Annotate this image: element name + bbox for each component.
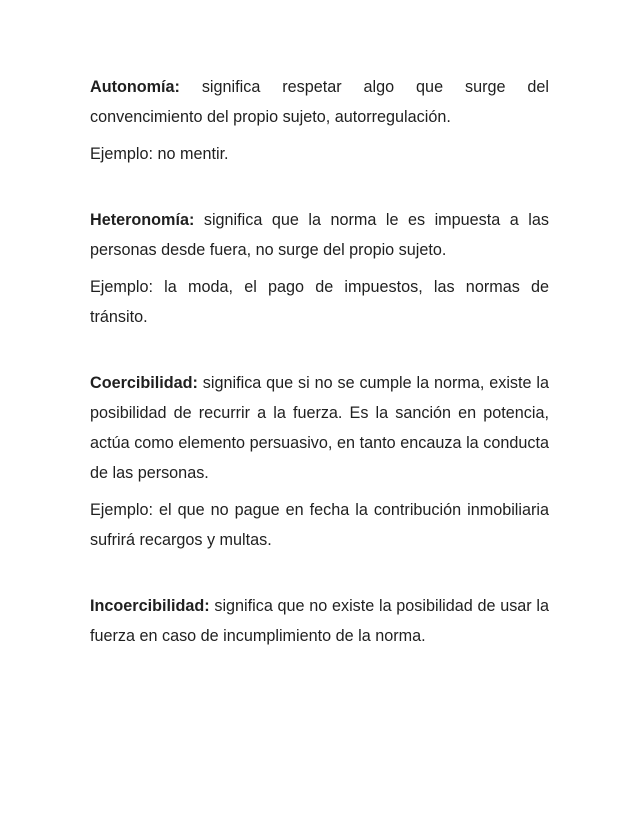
definition-heteronomia	[90, 205, 549, 265]
definition-text-autonomia: significa respetar algo que surge del convencimiento del propio sujeto, autorregulación.	[90, 78, 549, 126]
term-coercibilidad: Coercibilidad:	[90, 374, 198, 392]
definition-autonomia	[90, 72, 549, 132]
term-incoercibilidad: Incoercibilidad:	[90, 597, 210, 615]
definition-text-heteronomia: significa que la norma le es impuesta a las personas desde fuera, no surge del propio sujeto.	[90, 211, 549, 259]
document-body	[90, 72, 549, 651]
definition-text-coercibilidad: significa que si no se cumple la norma, existe la posibilidad de recurrir a la fuerza. Es la sanción en potencia, actúa como elemento persuasivo, en tanto encauza la conducta de las personas.	[90, 374, 549, 482]
example-autonomia: Ejemplo: no mentir.	[90, 145, 229, 163]
definition-incoercibilidad	[90, 591, 549, 651]
definition-text-incoercibilidad: significa que no existe la posibilidad de usar la fuerza en caso de incumplimiento de la norma.	[90, 597, 549, 645]
term-autonomia: Autonomía:	[90, 78, 180, 96]
term-heteronomia: Heteronomía:	[90, 211, 195, 229]
definition-coercibilidad	[90, 368, 549, 488]
example-heteronomia: Ejemplo: la moda, el pago de impuestos, las normas de tránsito.	[90, 278, 549, 326]
example-coercibilidad: Ejemplo: el que no pague en fecha la contribución inmobiliaria sufrirá recargos y multas.	[90, 501, 549, 549]
